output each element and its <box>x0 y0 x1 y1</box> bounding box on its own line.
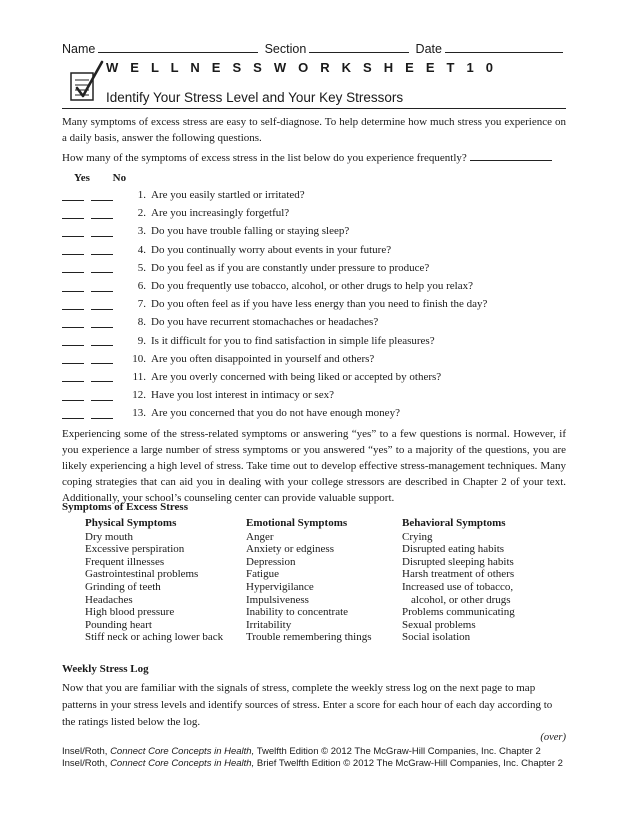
question-number: 12. <box>132 389 146 402</box>
emotional-symptom-item: Anxiety or edginess <box>246 543 334 556</box>
footer-1-book-title: Connect Core Concepts in Health, <box>110 746 255 757</box>
emotional-symptom-item: Depression <box>246 555 296 568</box>
physical-symptom-item: Headaches <box>85 593 133 606</box>
physical-symptom-item: Gastrointestinal problems <box>85 568 199 581</box>
question-number: 3. <box>137 225 146 238</box>
yes-answer-blank[interactable] <box>62 299 84 310</box>
checklist-logo-icon <box>68 58 106 106</box>
yes-answer-blank[interactable] <box>62 281 84 292</box>
weekly-log-title: Weekly Stress Log <box>62 663 149 675</box>
question-text: Do you have trouble falling or staying sleep? <box>151 225 350 238</box>
question-row <box>62 332 566 350</box>
question-text: Do you have recurrent stomachaches or headaches? <box>151 316 379 329</box>
question-text: Are you increasingly forgetful? <box>151 207 290 220</box>
behavioral-symptoms-heading: Behavioral Symptoms <box>402 517 506 529</box>
question-text: Do you frequently use tobacco, alcohol, or other drugs to help you relax? <box>151 280 473 293</box>
question-row <box>62 204 566 222</box>
yes-answer-blank[interactable] <box>62 408 84 419</box>
question-text: Have you lost interest in intimacy or sex? <box>151 389 334 402</box>
no-answer-blank[interactable] <box>91 262 113 273</box>
physical-symptom-item: Excessive perspiration <box>85 543 185 556</box>
header-fields <box>62 41 566 57</box>
behavioral-symptom-item: Disrupted eating habits <box>402 543 505 556</box>
yes-no-header <box>74 172 146 184</box>
question-text: Do you often feel as if you have less energy than you need to finish the day? <box>151 298 488 311</box>
behavioral-symptom-item: alcohol, or other drugs <box>411 593 511 606</box>
emotional-symptom-item: Impulsiveness <box>246 593 309 606</box>
physical-symptom-item: Frequent illnesses <box>85 555 165 568</box>
behavioral-symptom-item: Social isolation <box>402 631 471 644</box>
over-indicator: (over) <box>540 732 566 743</box>
behavioral-symptom-item: Sexual problems <box>402 618 476 631</box>
footer-1-edition: Twelfth Edition © 2012 The McGraw-Hill Companies, Inc. Chapter 2 <box>254 746 541 757</box>
question-row <box>62 313 566 331</box>
count-question-text: How many of the symptoms of excess stress in the list below do you experience frequently? <box>62 152 467 164</box>
no-answer-blank[interactable] <box>91 299 113 310</box>
emotional-symptom-item: Irritability <box>246 618 292 631</box>
question-text: Is it difficult for you to find satisfaction in simple life pleasures? <box>151 334 435 347</box>
behavioral-symptom-item: Crying <box>402 530 433 543</box>
footer-line-2 <box>62 758 566 770</box>
symptom-count-field[interactable] <box>470 150 552 161</box>
no-answer-blank[interactable] <box>91 208 113 219</box>
question-number: 7. <box>137 298 146 311</box>
physical-symptom-item: Dry mouth <box>85 530 133 543</box>
question-row <box>62 222 566 240</box>
behavioral-symptoms-column <box>402 517 566 644</box>
question-row <box>62 241 566 259</box>
emotional-symptoms-heading: Emotional Symptoms <box>246 517 348 529</box>
question-number: 4. <box>137 243 146 256</box>
question-list <box>62 186 566 422</box>
no-answer-blank[interactable] <box>91 390 113 401</box>
section-label: Section <box>264 42 307 56</box>
physical-symptoms-column <box>85 517 246 644</box>
physical-symptom-item: Stiff neck or aching lower back <box>85 631 224 644</box>
symptoms-title: Symptoms of Excess Stress <box>62 501 188 513</box>
question-text: Do you feel as if you are constantly under pressure to produce? <box>151 261 430 274</box>
physical-symptom-item: Pounding heart <box>85 618 152 631</box>
worksheet-subtitle: Identify Your Stress Level and Your Key Stressors <box>106 90 404 105</box>
no-answer-blank[interactable] <box>91 244 113 255</box>
no-answer-blank[interactable] <box>91 226 113 237</box>
footer-2-authors: Insel/Roth, <box>62 758 111 769</box>
title-divider <box>62 108 566 109</box>
assessment-paragraph: Experiencing some of the stress-related symptoms or answering “yes” to a few questions is normal. However, if you experience a large number of stress symptoms or you answered “yes” to a majority of the questions, you are likely experiencing a high level of stress. Take time out to develop effective stress-management techniques. Many coping strategies that can aid you in dealing with your college stressors are described in Chapter 2 of your text. Additionally, your school’s counseling center can provide valuable support. <box>62 428 566 504</box>
worksheet-title: W E L L N E S S W O R K S H E E T 1 0 <box>106 60 498 75</box>
emotional-symptom-item: Trouble remembering things <box>246 631 372 644</box>
question-text: Do you continually worry about events in your future? <box>151 243 392 256</box>
no-answer-blank[interactable] <box>91 335 113 346</box>
question-number: 5. <box>137 261 146 274</box>
emotional-symptom-item: Fatigue <box>246 568 279 581</box>
question-row <box>62 404 566 422</box>
no-answer-blank[interactable] <box>91 190 113 201</box>
yes-answer-blank[interactable] <box>62 353 84 364</box>
behavioral-symptom-item: Harsh treatment of others <box>402 568 515 581</box>
yes-answer-blank[interactable] <box>62 317 84 328</box>
footer-line-1 <box>62 746 566 758</box>
physical-symptom-item: High blood pressure <box>85 606 175 619</box>
emotional-symptom-item: Inability to concentrate <box>246 606 349 619</box>
question-number: 11. <box>132 370 146 383</box>
question-number: 9. <box>137 334 146 347</box>
question-number: 6. <box>137 280 146 293</box>
question-row <box>62 186 566 204</box>
question-text: Are you concerned that you do not have enough money? <box>151 407 400 420</box>
section-field[interactable] <box>309 41 409 53</box>
physical-symptoms-heading: Physical Symptoms <box>85 517 177 529</box>
question-text: Are you easily startled or irritated? <box>151 189 305 202</box>
behavioral-symptom-item: Problems communicating <box>402 606 515 619</box>
footer-2-edition: Brief Twelfth Edition © 2012 The McGraw-Hill Companies, Inc. Chapter 2 <box>254 758 563 769</box>
behavioral-symptom-item: Increased use of tobacco, <box>402 580 514 593</box>
emotional-symptom-item: Anger <box>246 530 274 543</box>
yes-answer-blank[interactable] <box>62 190 84 201</box>
name-label: Name <box>62 42 96 56</box>
date-label: Date <box>415 42 442 56</box>
question-row <box>62 259 566 277</box>
no-answer-blank[interactable] <box>91 317 113 328</box>
emotional-symptom-item: Hypervigilance <box>246 580 314 593</box>
footer-1-authors: Insel/Roth, <box>62 746 111 757</box>
no-answer-blank[interactable] <box>91 408 113 419</box>
name-field[interactable] <box>98 41 258 53</box>
question-number: 8. <box>137 316 146 329</box>
no-answer-blank[interactable] <box>91 371 113 382</box>
question-row <box>62 350 566 368</box>
yes-answer-blank[interactable] <box>62 262 84 273</box>
question-row <box>62 386 566 404</box>
no-column-label: No <box>112 172 127 184</box>
yes-answer-blank[interactable] <box>62 371 84 382</box>
footer-credits <box>62 746 566 770</box>
date-field[interactable] <box>445 41 563 53</box>
question-number: 2. <box>137 207 146 220</box>
weekly-log-paragraph: Now that you are familiar with the signals of stress, complete the weekly stress log on the next page to map patterns in your stress levels and identify sources of stress. Enter a score for each hour of each day according to the ratings listed below the log. <box>62 682 553 728</box>
yes-answer-blank[interactable] <box>62 390 84 401</box>
question-number: 10. <box>132 352 146 365</box>
intro-paragraph: Many symptoms of excess stress are easy to self-diagnose. To help determine how much stress you experience on a daily basis, answer the following questions. <box>62 116 566 144</box>
question-text: Are you often disappointed in yourself and others? <box>151 352 375 365</box>
symptoms-table <box>85 517 566 644</box>
yes-answer-blank[interactable] <box>62 335 84 346</box>
yes-answer-blank[interactable] <box>62 226 84 237</box>
emotional-symptoms-column <box>246 517 402 644</box>
question-row <box>62 277 566 295</box>
footer-2-book-title: Connect Core Concepts in Health, <box>110 758 255 769</box>
symptom-count-question <box>62 150 566 164</box>
no-answer-blank[interactable] <box>91 281 113 292</box>
question-number: 13. <box>132 407 146 420</box>
behavioral-symptom-item: Disrupted sleeping habits <box>402 555 514 568</box>
yes-column-label: Yes <box>74 172 90 184</box>
question-text: Are you overly concerned with being liked or accepted by others? <box>151 370 442 383</box>
yes-answer-blank[interactable] <box>62 208 84 219</box>
question-row <box>62 368 566 386</box>
yes-answer-blank[interactable] <box>62 244 84 255</box>
no-answer-blank[interactable] <box>91 353 113 364</box>
question-row <box>62 295 566 313</box>
physical-symptom-item: Grinding of teeth <box>85 580 161 593</box>
question-number: 1. <box>137 189 146 202</box>
